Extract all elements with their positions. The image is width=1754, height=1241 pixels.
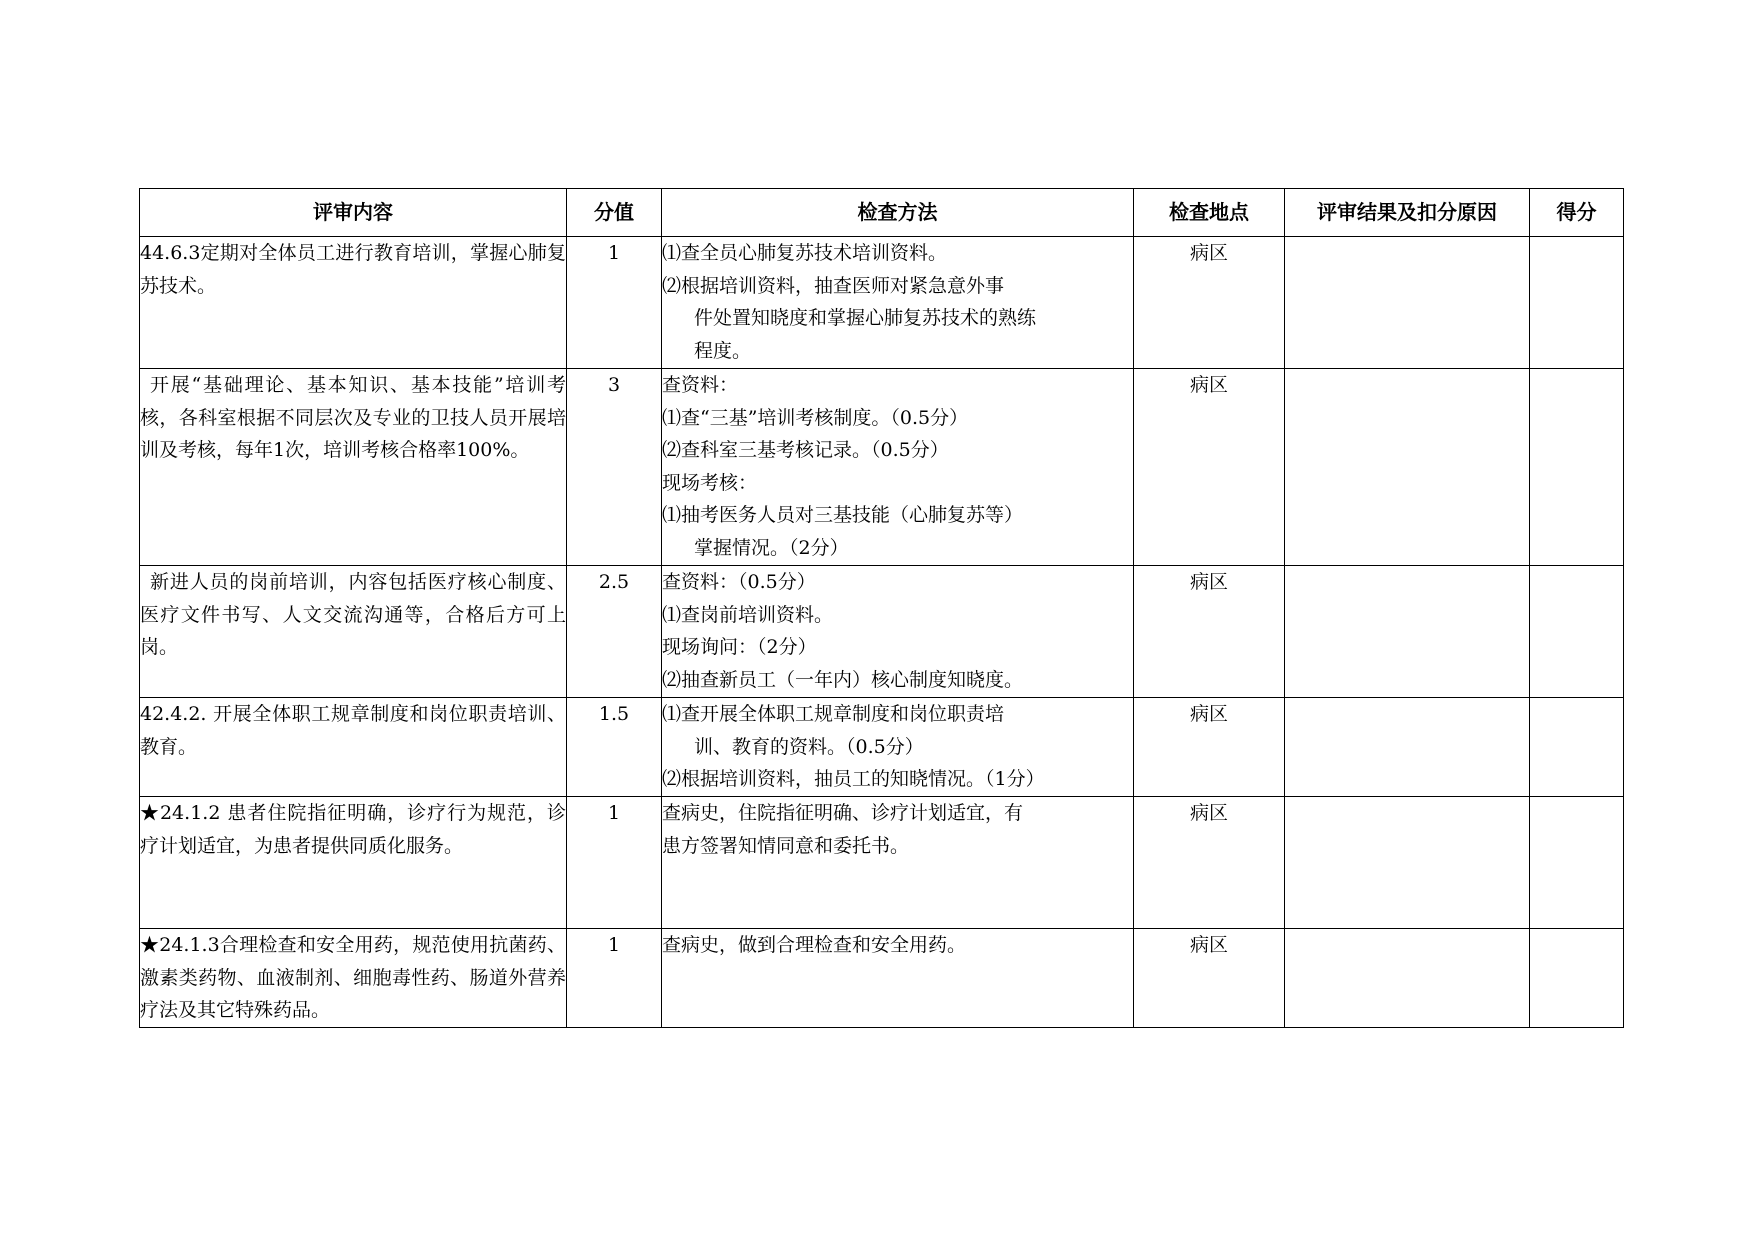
header-method: 检查方法 [662, 189, 1134, 237]
method-line: ⑵抽查新员工（一年内）核心制度知晓度。 [662, 668, 1024, 691]
method-line: ⑴查“三基”培训考核制度。（0.5分） [662, 406, 969, 429]
table-row [140, 929, 1624, 1028]
row-content: 新进人员的岗前培训，内容包括医疗核心制度、医疗文件书写、人文交流沟通等，合格后方可上岗。 [140, 566, 567, 698]
header-content: 评审内容 [140, 189, 567, 237]
method-line: 查病史，住院指征明确、诊疗计划适宜，有 [662, 802, 1024, 824]
table-row [140, 566, 1624, 698]
row-points [1530, 369, 1624, 566]
row-location: 病区 [1134, 237, 1285, 369]
header-row [140, 189, 1624, 237]
method-line: ⑴查开展全体职工规章制度和岗位职责培 [662, 703, 1005, 725]
row-score: 1 [567, 929, 662, 1028]
row-location: 病区 [1134, 797, 1285, 929]
row-result [1285, 237, 1530, 369]
row-points [1530, 237, 1624, 369]
header-points: 得分 [1530, 189, 1624, 237]
row-result [1285, 797, 1530, 929]
method-line: 件处置知晓度和掌握心肺复苏技术的熟练 [694, 307, 1037, 329]
method-line: 现场考核： [662, 471, 758, 494]
method-line: 训、教育的资料。（0.5分） [694, 735, 924, 758]
header-location: 检查地点 [1134, 189, 1285, 237]
row-points [1530, 797, 1624, 929]
table-row [140, 797, 1624, 929]
method-line: ⑵根据培训资料，抽员工的知晓情况。（1分） [662, 768, 1045, 790]
method-line: 患方签署知情同意和委托书。 [662, 834, 910, 857]
table-row [140, 237, 1624, 369]
method-line: 程度。 [694, 339, 752, 362]
header-score: 分值 [567, 189, 662, 237]
row-content: 42.4.2. 开展全体职工规章制度和岗位职责培训、教育。 [140, 698, 567, 797]
method-line: 现场询问：（2分） [662, 636, 817, 658]
row-score: 3 [567, 369, 662, 566]
row-score: 2.5 [567, 566, 662, 698]
method-line: ⑴查全员心肺复苏技术培训资料。 [662, 242, 948, 264]
row-points [1530, 566, 1624, 698]
method-line: ⑵根据培训资料，抽查医师对紧急意外事 [662, 274, 1005, 297]
row-method [662, 237, 1134, 369]
row-result [1285, 698, 1530, 797]
row-content: 开展“基础理论、基本知识、基本技能”培训考核，各科室根据不同层次及专业的卫技人员开展培训及考核，每年1次，培训考核合格率100%。 [140, 369, 567, 566]
row-location: 病区 [1134, 929, 1285, 1028]
header-result: 评审结果及扣分原因 [1285, 189, 1530, 237]
table-row [140, 369, 1624, 566]
row-points [1530, 698, 1624, 797]
row-result [1285, 929, 1530, 1028]
method-line: ⑴抽考医务人员对三基技能（心肺复苏等） [662, 504, 1024, 526]
row-method [662, 566, 1134, 698]
row-method [662, 797, 1134, 929]
row-score: 1.5 [567, 698, 662, 797]
method-line: 查资料：（0.5分） [662, 571, 816, 593]
row-location: 病区 [1134, 566, 1285, 698]
row-method [662, 929, 1134, 1028]
row-score: 1 [567, 797, 662, 929]
row-content: ★24.1.2 患者住院指征明确，诊疗行为规范，诊疗计划适宜，为患者提供同质化服务。 [140, 797, 567, 929]
row-result [1285, 369, 1530, 566]
method-line: 查病史，做到合理检查和安全用药。 [662, 934, 967, 956]
method-line: 掌握情况。（2分） [694, 536, 849, 559]
row-location: 病区 [1134, 369, 1285, 566]
method-line: ⑴查岗前培训资料。 [662, 603, 834, 626]
row-content: ★24.1.3合理检查和安全用药，规范使用抗菌药、激素类药物、血液制剂、细胞毒性药、肠道外营养疗法及其它特殊药品。 [140, 929, 567, 1028]
row-score: 1 [567, 237, 662, 369]
row-points [1530, 929, 1624, 1028]
row-location: 病区 [1134, 698, 1285, 797]
review-table [139, 188, 1624, 1028]
method-line: 查资料： [662, 374, 739, 396]
row-content: 44.6.3定期对全体员工进行教育培训，掌握心肺复苏技术。 [140, 237, 567, 369]
table-row [140, 698, 1624, 797]
method-line: ⑵查科室三基考核记录。（0.5分） [662, 439, 949, 461]
row-method [662, 369, 1134, 566]
row-method [662, 698, 1134, 797]
row-result [1285, 566, 1530, 698]
